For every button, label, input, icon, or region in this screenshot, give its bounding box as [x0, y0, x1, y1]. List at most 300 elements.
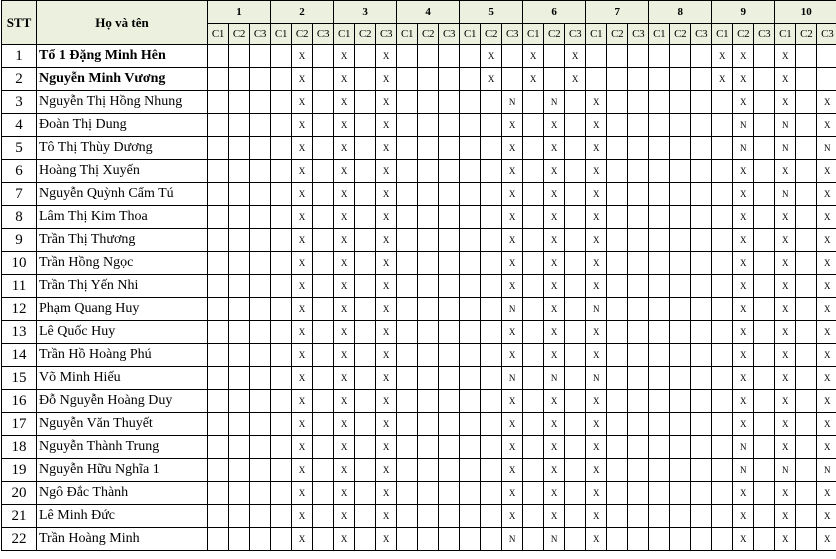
- mark-cell[interactable]: [523, 137, 544, 160]
- mark-cell[interactable]: [418, 505, 439, 528]
- mark-cell[interactable]: [754, 298, 775, 321]
- mark-cell[interactable]: [271, 137, 292, 160]
- mark-cell[interactable]: N: [775, 183, 796, 206]
- mark-cell[interactable]: [313, 229, 334, 252]
- mark-cell[interactable]: X: [292, 482, 313, 505]
- mark-cell[interactable]: [628, 298, 649, 321]
- mark-cell[interactable]: [481, 114, 502, 137]
- mark-cell[interactable]: [481, 275, 502, 298]
- mark-cell[interactable]: [481, 367, 502, 390]
- mark-cell[interactable]: [229, 413, 250, 436]
- mark-cell[interactable]: [628, 482, 649, 505]
- mark-cell[interactable]: [229, 390, 250, 413]
- mark-cell[interactable]: [208, 436, 229, 459]
- mark-cell[interactable]: N: [502, 298, 523, 321]
- mark-cell[interactable]: [313, 114, 334, 137]
- mark-cell[interactable]: X: [544, 413, 565, 436]
- mark-cell[interactable]: [439, 482, 460, 505]
- mark-cell[interactable]: X: [733, 505, 754, 528]
- mark-cell[interactable]: [229, 482, 250, 505]
- mark-cell[interactable]: [649, 321, 670, 344]
- mark-cell[interactable]: [250, 528, 271, 551]
- mark-cell[interactable]: [355, 68, 376, 91]
- mark-cell[interactable]: X: [334, 528, 355, 551]
- mark-cell[interactable]: [208, 114, 229, 137]
- mark-cell[interactable]: [460, 367, 481, 390]
- mark-cell[interactable]: [355, 321, 376, 344]
- mark-cell[interactable]: [607, 68, 628, 91]
- mark-cell[interactable]: [208, 137, 229, 160]
- mark-cell[interactable]: X: [733, 390, 754, 413]
- mark-cell[interactable]: [796, 68, 817, 91]
- mark-cell[interactable]: X: [292, 298, 313, 321]
- mark-cell[interactable]: [691, 436, 712, 459]
- mark-cell[interactable]: [754, 367, 775, 390]
- mark-cell[interactable]: X: [334, 505, 355, 528]
- mark-cell[interactable]: [460, 68, 481, 91]
- mark-cell[interactable]: [418, 528, 439, 551]
- mark-cell[interactable]: [712, 206, 733, 229]
- mark-cell[interactable]: X: [502, 321, 523, 344]
- mark-cell[interactable]: [355, 275, 376, 298]
- mark-cell[interactable]: [418, 68, 439, 91]
- mark-cell[interactable]: [313, 482, 334, 505]
- mark-cell[interactable]: [565, 390, 586, 413]
- mark-cell[interactable]: [313, 321, 334, 344]
- mark-cell[interactable]: [271, 367, 292, 390]
- mark-cell[interactable]: [208, 390, 229, 413]
- mark-cell[interactable]: [250, 275, 271, 298]
- mark-cell[interactable]: [649, 413, 670, 436]
- mark-cell[interactable]: [712, 413, 733, 436]
- mark-cell[interactable]: X: [376, 413, 397, 436]
- mark-cell[interactable]: [271, 413, 292, 436]
- mark-cell[interactable]: N: [775, 114, 796, 137]
- mark-cell[interactable]: [523, 459, 544, 482]
- mark-cell[interactable]: [796, 459, 817, 482]
- mark-cell[interactable]: X: [376, 183, 397, 206]
- mark-cell[interactable]: N: [733, 137, 754, 160]
- mark-cell[interactable]: [229, 505, 250, 528]
- mark-cell[interactable]: N: [775, 137, 796, 160]
- mark-cell[interactable]: [208, 68, 229, 91]
- mark-cell[interactable]: [565, 298, 586, 321]
- mark-cell[interactable]: X: [334, 321, 355, 344]
- mark-cell[interactable]: [208, 528, 229, 551]
- mark-cell[interactable]: [313, 275, 334, 298]
- mark-cell[interactable]: [397, 137, 418, 160]
- mark-cell[interactable]: [271, 252, 292, 275]
- mark-cell[interactable]: [481, 137, 502, 160]
- mark-cell[interactable]: [271, 114, 292, 137]
- mark-cell[interactable]: [712, 183, 733, 206]
- mark-cell[interactable]: [649, 160, 670, 183]
- mark-cell[interactable]: [481, 505, 502, 528]
- mark-cell[interactable]: [250, 505, 271, 528]
- mark-cell[interactable]: X: [817, 367, 836, 390]
- mark-cell[interactable]: [712, 137, 733, 160]
- mark-cell[interactable]: [460, 482, 481, 505]
- mark-cell[interactable]: [754, 413, 775, 436]
- mark-cell[interactable]: [523, 367, 544, 390]
- mark-cell[interactable]: X: [376, 275, 397, 298]
- mark-cell[interactable]: [229, 344, 250, 367]
- mark-cell[interactable]: X: [733, 528, 754, 551]
- mark-cell[interactable]: [712, 252, 733, 275]
- mark-cell[interactable]: N: [817, 459, 836, 482]
- mark-cell[interactable]: [208, 367, 229, 390]
- mark-cell[interactable]: X: [544, 183, 565, 206]
- mark-cell[interactable]: [355, 252, 376, 275]
- mark-cell[interactable]: [817, 68, 836, 91]
- mark-cell[interactable]: X: [502, 344, 523, 367]
- mark-cell[interactable]: [313, 68, 334, 91]
- mark-cell[interactable]: X: [775, 528, 796, 551]
- mark-cell[interactable]: X: [775, 505, 796, 528]
- mark-cell[interactable]: [712, 482, 733, 505]
- mark-cell[interactable]: X: [544, 160, 565, 183]
- mark-cell[interactable]: X: [502, 137, 523, 160]
- mark-cell[interactable]: [229, 91, 250, 114]
- mark-cell[interactable]: N: [544, 91, 565, 114]
- mark-cell[interactable]: [796, 413, 817, 436]
- mark-cell[interactable]: X: [376, 68, 397, 91]
- mark-cell[interactable]: [460, 321, 481, 344]
- mark-cell[interactable]: [418, 45, 439, 68]
- mark-cell[interactable]: [355, 390, 376, 413]
- mark-cell[interactable]: [691, 321, 712, 344]
- mark-cell[interactable]: X: [292, 252, 313, 275]
- mark-cell[interactable]: [250, 68, 271, 91]
- mark-cell[interactable]: [712, 91, 733, 114]
- mark-cell[interactable]: [397, 160, 418, 183]
- mark-cell[interactable]: [523, 275, 544, 298]
- mark-cell[interactable]: [418, 436, 439, 459]
- mark-cell[interactable]: [208, 206, 229, 229]
- mark-cell[interactable]: [481, 528, 502, 551]
- mark-cell[interactable]: X: [586, 459, 607, 482]
- mark-cell[interactable]: [313, 91, 334, 114]
- mark-cell[interactable]: [565, 206, 586, 229]
- mark-cell[interactable]: [460, 229, 481, 252]
- mark-cell[interactable]: X: [586, 114, 607, 137]
- mark-cell[interactable]: [565, 321, 586, 344]
- mark-cell[interactable]: [565, 252, 586, 275]
- mark-cell[interactable]: X: [775, 206, 796, 229]
- mark-cell[interactable]: X: [334, 252, 355, 275]
- mark-cell[interactable]: [460, 137, 481, 160]
- mark-cell[interactable]: [418, 321, 439, 344]
- mark-cell[interactable]: [460, 390, 481, 413]
- mark-cell[interactable]: [250, 482, 271, 505]
- mark-cell[interactable]: [481, 344, 502, 367]
- mark-cell[interactable]: [250, 114, 271, 137]
- mark-cell[interactable]: X: [292, 459, 313, 482]
- mark-cell[interactable]: X: [334, 183, 355, 206]
- mark-cell[interactable]: N: [775, 459, 796, 482]
- mark-cell[interactable]: [628, 390, 649, 413]
- mark-cell[interactable]: [754, 91, 775, 114]
- mark-cell[interactable]: X: [586, 252, 607, 275]
- mark-cell[interactable]: X: [775, 275, 796, 298]
- mark-cell[interactable]: X: [376, 45, 397, 68]
- mark-cell[interactable]: [523, 298, 544, 321]
- mark-cell[interactable]: [397, 505, 418, 528]
- mark-cell[interactable]: [691, 91, 712, 114]
- mark-cell[interactable]: N: [733, 459, 754, 482]
- mark-cell[interactable]: [607, 482, 628, 505]
- mark-cell[interactable]: N: [502, 91, 523, 114]
- mark-cell[interactable]: [355, 436, 376, 459]
- mark-cell[interactable]: X: [733, 344, 754, 367]
- mark-cell[interactable]: X: [733, 367, 754, 390]
- mark-cell[interactable]: [460, 298, 481, 321]
- mark-cell[interactable]: [544, 45, 565, 68]
- mark-cell[interactable]: [418, 114, 439, 137]
- mark-cell[interactable]: X: [292, 367, 313, 390]
- mark-cell[interactable]: [754, 275, 775, 298]
- mark-cell[interactable]: [712, 298, 733, 321]
- mark-cell[interactable]: [250, 321, 271, 344]
- mark-cell[interactable]: [460, 505, 481, 528]
- mark-cell[interactable]: [418, 275, 439, 298]
- mark-cell[interactable]: N: [544, 528, 565, 551]
- mark-cell[interactable]: X: [733, 160, 754, 183]
- mark-cell[interactable]: [754, 114, 775, 137]
- mark-cell[interactable]: [796, 505, 817, 528]
- mark-cell[interactable]: X: [817, 160, 836, 183]
- mark-cell[interactable]: X: [586, 183, 607, 206]
- mark-cell[interactable]: [649, 298, 670, 321]
- mark-cell[interactable]: [523, 344, 544, 367]
- mark-cell[interactable]: X: [376, 206, 397, 229]
- mark-cell[interactable]: X: [586, 528, 607, 551]
- mark-cell[interactable]: X: [775, 68, 796, 91]
- mark-cell[interactable]: X: [733, 252, 754, 275]
- mark-cell[interactable]: X: [733, 45, 754, 68]
- mark-cell[interactable]: [439, 459, 460, 482]
- mark-cell[interactable]: [607, 298, 628, 321]
- mark-cell[interactable]: [691, 229, 712, 252]
- mark-cell[interactable]: X: [817, 114, 836, 137]
- mark-cell[interactable]: [670, 505, 691, 528]
- mark-cell[interactable]: X: [586, 91, 607, 114]
- mark-cell[interactable]: [628, 275, 649, 298]
- mark-cell[interactable]: [691, 344, 712, 367]
- mark-cell[interactable]: [418, 160, 439, 183]
- mark-cell[interactable]: [523, 206, 544, 229]
- mark-cell[interactable]: [460, 459, 481, 482]
- mark-cell[interactable]: [439, 390, 460, 413]
- mark-cell[interactable]: [796, 45, 817, 68]
- mark-cell[interactable]: [796, 160, 817, 183]
- mark-cell[interactable]: [460, 275, 481, 298]
- mark-cell[interactable]: [313, 298, 334, 321]
- mark-cell[interactable]: [649, 137, 670, 160]
- mark-cell[interactable]: [439, 160, 460, 183]
- mark-cell[interactable]: [271, 206, 292, 229]
- mark-cell[interactable]: X: [817, 436, 836, 459]
- mark-cell[interactable]: X: [376, 459, 397, 482]
- mark-cell[interactable]: X: [817, 528, 836, 551]
- mark-cell[interactable]: X: [565, 45, 586, 68]
- mark-cell[interactable]: X: [376, 160, 397, 183]
- mark-cell[interactable]: [439, 45, 460, 68]
- mark-cell[interactable]: [649, 436, 670, 459]
- mark-cell[interactable]: N: [733, 114, 754, 137]
- mark-cell[interactable]: [670, 482, 691, 505]
- mark-cell[interactable]: X: [502, 436, 523, 459]
- mark-cell[interactable]: [670, 321, 691, 344]
- mark-cell[interactable]: X: [775, 436, 796, 459]
- mark-cell[interactable]: [607, 137, 628, 160]
- mark-cell[interactable]: X: [376, 229, 397, 252]
- mark-cell[interactable]: [649, 68, 670, 91]
- mark-cell[interactable]: [439, 252, 460, 275]
- mark-cell[interactable]: [628, 183, 649, 206]
- mark-cell[interactable]: [796, 91, 817, 114]
- mark-cell[interactable]: X: [817, 183, 836, 206]
- mark-cell[interactable]: [649, 229, 670, 252]
- mark-cell[interactable]: X: [292, 275, 313, 298]
- mark-cell[interactable]: [565, 436, 586, 459]
- mark-cell[interactable]: [628, 68, 649, 91]
- mark-cell[interactable]: [250, 45, 271, 68]
- mark-cell[interactable]: X: [334, 114, 355, 137]
- mark-cell[interactable]: X: [733, 275, 754, 298]
- mark-cell[interactable]: X: [586, 137, 607, 160]
- mark-cell[interactable]: [649, 390, 670, 413]
- mark-cell[interactable]: [565, 482, 586, 505]
- mark-cell[interactable]: [271, 183, 292, 206]
- mark-cell[interactable]: [355, 114, 376, 137]
- mark-cell[interactable]: X: [502, 390, 523, 413]
- mark-cell[interactable]: [418, 298, 439, 321]
- mark-cell[interactable]: [628, 413, 649, 436]
- mark-cell[interactable]: [460, 344, 481, 367]
- mark-cell[interactable]: [712, 459, 733, 482]
- mark-cell[interactable]: X: [544, 482, 565, 505]
- mark-cell[interactable]: [481, 160, 502, 183]
- mark-cell[interactable]: X: [817, 344, 836, 367]
- mark-cell[interactable]: X: [544, 344, 565, 367]
- mark-cell[interactable]: [670, 459, 691, 482]
- mark-cell[interactable]: X: [292, 160, 313, 183]
- mark-cell[interactable]: X: [733, 206, 754, 229]
- mark-cell[interactable]: [607, 367, 628, 390]
- mark-cell[interactable]: X: [334, 160, 355, 183]
- mark-cell[interactable]: X: [334, 436, 355, 459]
- mark-cell[interactable]: X: [292, 390, 313, 413]
- mark-cell[interactable]: [628, 229, 649, 252]
- mark-cell[interactable]: X: [292, 436, 313, 459]
- mark-cell[interactable]: [670, 45, 691, 68]
- mark-cell[interactable]: [691, 183, 712, 206]
- mark-cell[interactable]: [418, 482, 439, 505]
- mark-cell[interactable]: X: [334, 45, 355, 68]
- mark-cell[interactable]: [397, 436, 418, 459]
- mark-cell[interactable]: X: [292, 183, 313, 206]
- mark-cell[interactable]: [649, 275, 670, 298]
- mark-cell[interactable]: [670, 183, 691, 206]
- mark-cell[interactable]: [796, 206, 817, 229]
- mark-cell[interactable]: [250, 206, 271, 229]
- mark-cell[interactable]: [670, 413, 691, 436]
- mark-cell[interactable]: X: [292, 528, 313, 551]
- mark-cell[interactable]: X: [817, 229, 836, 252]
- mark-cell[interactable]: X: [544, 206, 565, 229]
- mark-cell[interactable]: X: [334, 459, 355, 482]
- mark-cell[interactable]: [250, 137, 271, 160]
- mark-cell[interactable]: [691, 367, 712, 390]
- mark-cell[interactable]: [313, 367, 334, 390]
- mark-cell[interactable]: [565, 160, 586, 183]
- mark-cell[interactable]: [439, 183, 460, 206]
- mark-cell[interactable]: [691, 114, 712, 137]
- mark-cell[interactable]: X: [733, 183, 754, 206]
- mark-cell[interactable]: X: [733, 298, 754, 321]
- mark-cell[interactable]: [754, 321, 775, 344]
- mark-cell[interactable]: X: [502, 183, 523, 206]
- mark-cell[interactable]: [271, 68, 292, 91]
- mark-cell[interactable]: [691, 482, 712, 505]
- mark-cell[interactable]: X: [334, 482, 355, 505]
- mark-cell[interactable]: [271, 91, 292, 114]
- mark-cell[interactable]: [355, 183, 376, 206]
- mark-cell[interactable]: [439, 528, 460, 551]
- mark-cell[interactable]: X: [334, 390, 355, 413]
- mark-cell[interactable]: [670, 298, 691, 321]
- mark-cell[interactable]: [523, 183, 544, 206]
- mark-cell[interactable]: [523, 160, 544, 183]
- mark-cell[interactable]: X: [481, 45, 502, 68]
- mark-cell[interactable]: X: [775, 390, 796, 413]
- mark-cell[interactable]: X: [733, 229, 754, 252]
- mark-cell[interactable]: [607, 229, 628, 252]
- mark-cell[interactable]: [271, 436, 292, 459]
- mark-cell[interactable]: [796, 436, 817, 459]
- mark-cell[interactable]: [565, 505, 586, 528]
- mark-cell[interactable]: [397, 321, 418, 344]
- mark-cell[interactable]: X: [586, 390, 607, 413]
- mark-cell[interactable]: [250, 183, 271, 206]
- mark-cell[interactable]: [250, 436, 271, 459]
- mark-cell[interactable]: [649, 367, 670, 390]
- mark-cell[interactable]: N: [544, 367, 565, 390]
- mark-cell[interactable]: [313, 459, 334, 482]
- mark-cell[interactable]: [712, 505, 733, 528]
- mark-cell[interactable]: [229, 183, 250, 206]
- mark-cell[interactable]: X: [481, 68, 502, 91]
- mark-cell[interactable]: [607, 206, 628, 229]
- mark-cell[interactable]: [439, 344, 460, 367]
- mark-cell[interactable]: X: [376, 91, 397, 114]
- mark-cell[interactable]: X: [292, 45, 313, 68]
- mark-cell[interactable]: [229, 252, 250, 275]
- mark-cell[interactable]: [355, 206, 376, 229]
- mark-cell[interactable]: [649, 45, 670, 68]
- mark-cell[interactable]: [754, 528, 775, 551]
- mark-cell[interactable]: [670, 68, 691, 91]
- mark-cell[interactable]: X: [292, 91, 313, 114]
- mark-cell[interactable]: [313, 137, 334, 160]
- mark-cell[interactable]: X: [544, 229, 565, 252]
- mark-cell[interactable]: [250, 160, 271, 183]
- mark-cell[interactable]: [649, 344, 670, 367]
- mark-cell[interactable]: [628, 45, 649, 68]
- mark-cell[interactable]: X: [334, 344, 355, 367]
- mark-cell[interactable]: X: [502, 275, 523, 298]
